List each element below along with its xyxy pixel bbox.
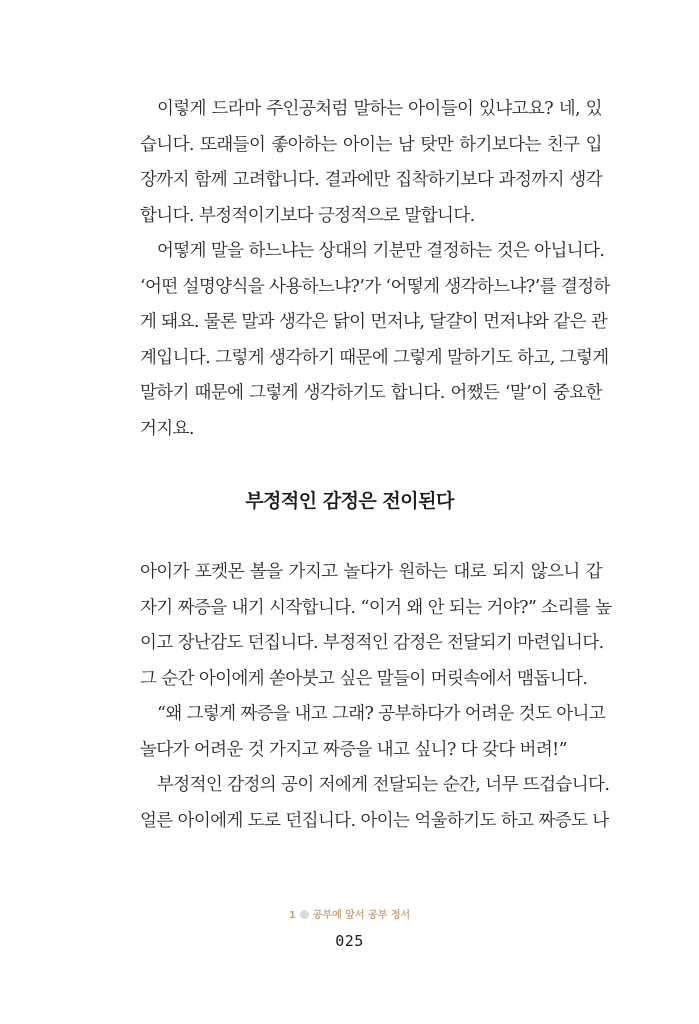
chapter-number: 1 [288, 910, 296, 921]
text-line: 자기 짜증을 내기 시작합니다. “이거 왜 안 되는 거야?” 소리를 높 [140, 597, 612, 618]
running-footer [0, 906, 699, 921]
text-line: 거지요. [140, 418, 194, 439]
text-line: 이렇게 드라마 주인공처럼 말하는 아이들이 있냐고요? 네, 있 [157, 99, 602, 119]
text-line: 그 순간 아이에게 쏟아붓고 싶은 말들이 머릿속에서 맴돕니다. [140, 668, 588, 689]
text-line: “왜 그렇게 짜증을 내고 그래? 공부하다가 어려운 것도 아니고 [157, 704, 606, 724]
text-line: 아이가 포켓몬 볼을 가지고 놀다가 원하는 대로 되지 않으니 갑 [140, 562, 602, 582]
text-line: 합니다. 부정적이기보다 긍정적으로 말합니다. [140, 205, 475, 226]
text-line: 얼른 아이에게 도로 던집니다. 아이는 억울하기도 하고 짜증도 나 [140, 810, 609, 831]
text-line: 이고 장난감도 던집니다. 부정적인 감정은 전달되기 마련입니다. [140, 633, 604, 653]
chapter-title: 공부에 앞서 공부 정서 [312, 910, 411, 921]
text-line: ‘어떤 설명양식을 사용하느냐?’가 ‘어떻게 생각하느냐?’를 결정하 [140, 276, 610, 297]
text-line: 부정적인 감정의 공이 저에게 전달되는 순간, 너무 뜨겁습니다. [157, 775, 610, 795]
text-line: 놀다가 어려운 것 가지고 짜증을 내고 싶니? 다 갖다 버려!” [140, 739, 567, 760]
text-line: 습니다. 또래들이 좋아하는 아이는 남 탓만 하기보다는 친구 입 [140, 134, 602, 155]
text-line: 말하기 때문에 그렇게 생각하기도 합니다. 어쨌든 ‘말’이 중요한 [140, 383, 602, 403]
body-text-section-1 [140, 92, 610, 447]
text-line: 게 돼요. 물론 말과 생각은 닭이 먼저냐, 달걀이 먼저냐와 같은 관 [140, 312, 608, 332]
text-line: 장까지 함께 고려합니다. 결과에만 집착하기보다 과정까지 생각 [140, 170, 602, 190]
section-heading: 부정적인 감정은 전이된다 [245, 490, 454, 512]
text-line: 어떻게 말을 하느냐는 상대의 기분만 결정하는 것은 아닙니다. [157, 241, 605, 261]
page-number: 025 [335, 932, 364, 950]
body-text-section-2 [140, 555, 612, 839]
text-line: 계입니다. 그렇게 생각하기 때문에 그렇게 말하기도 하고, 그렇게 [140, 347, 609, 368]
circle-icon [300, 910, 309, 919]
